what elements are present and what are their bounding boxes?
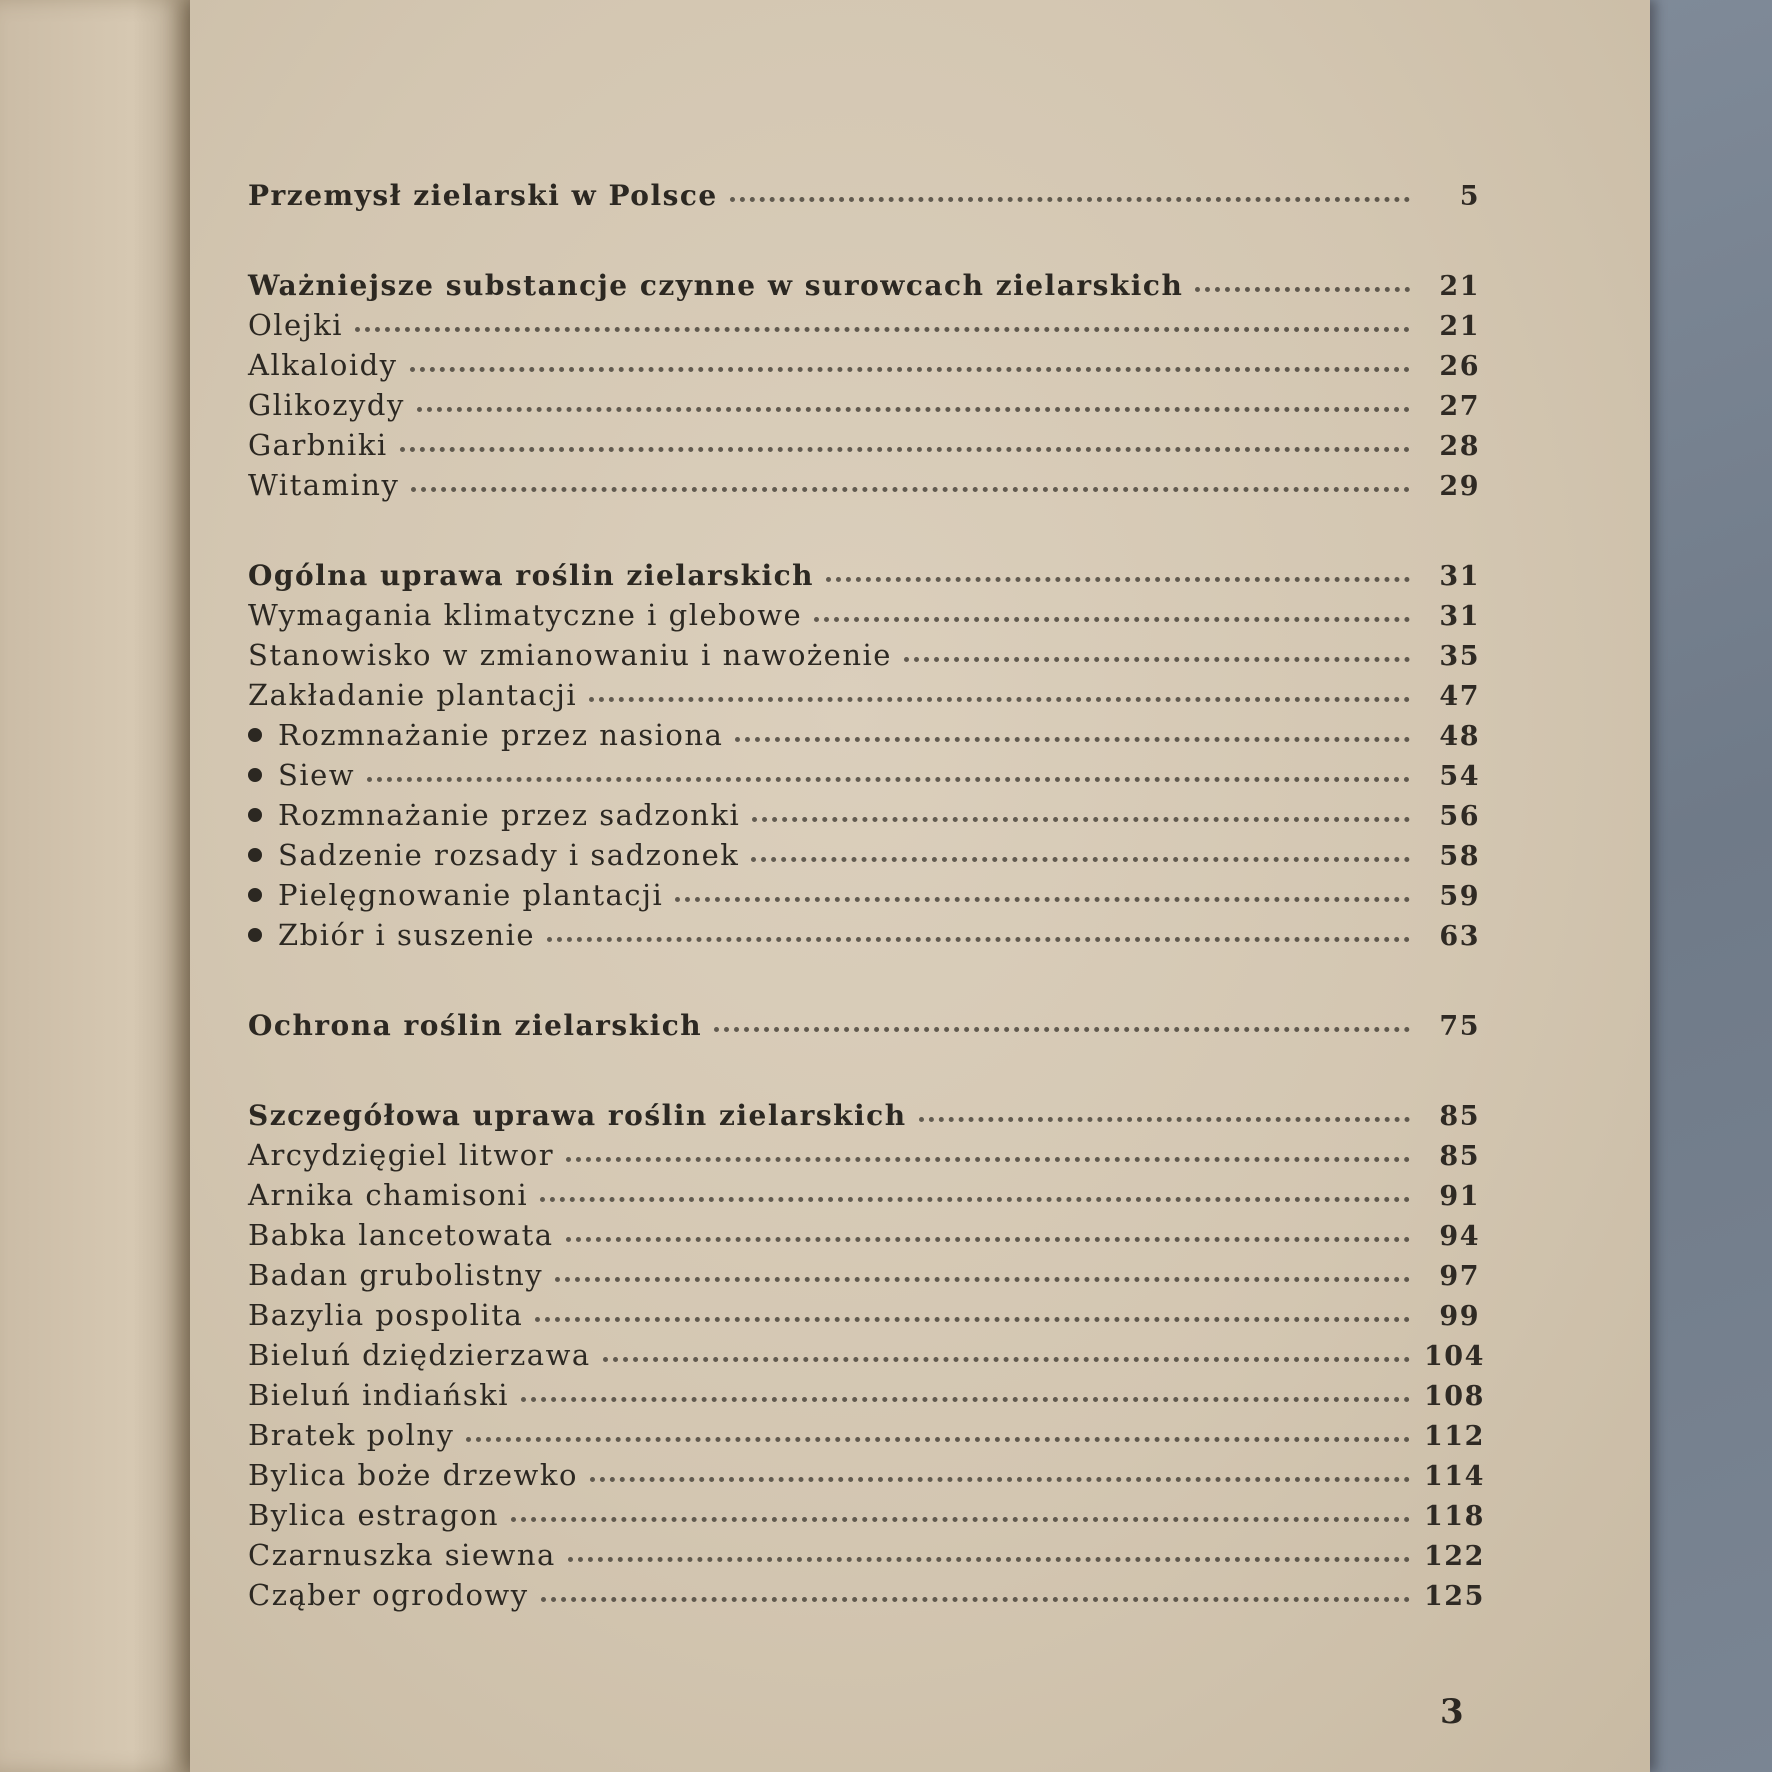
- toc-entry: [248, 462, 1480, 502]
- dot-leader: [555, 1276, 1410, 1282]
- toc-entry-label: [248, 559, 820, 592]
- dot-leader: [411, 486, 1410, 492]
- dot-leader: [603, 1356, 1410, 1362]
- toc-page-number: 85: [1439, 1141, 1480, 1172]
- toc-page-number: 35: [1439, 641, 1480, 672]
- toc-entry-label: [248, 428, 394, 462]
- dot-leader: [826, 576, 1410, 582]
- toc-section: [248, 160, 1480, 212]
- dot-leader: [919, 1116, 1410, 1122]
- toc-entry-label: [248, 638, 898, 672]
- toc-entry-label: [248, 598, 808, 632]
- toc-entry: [248, 912, 1480, 952]
- toc-entry-text: Bieluń indiański: [248, 1378, 510, 1412]
- toc-entry-label: [248, 468, 405, 502]
- dot-leader: [540, 1196, 1410, 1202]
- toc-entry-text: Ważniejsze substancje czynne w surowcach zielarskich: [248, 269, 1184, 302]
- bullet-icon: [248, 728, 262, 742]
- bullet-icon: [248, 888, 262, 902]
- toc-page-number: 91: [1439, 1181, 1480, 1212]
- toc-entry-label: [248, 838, 745, 872]
- toc-page-number: 125: [1424, 1581, 1485, 1612]
- toc-page-number: 29: [1439, 471, 1480, 502]
- toc-entry-text: Siew: [278, 758, 356, 792]
- toc-heading: [248, 990, 1480, 1042]
- toc-entry-text: Bylica estragon: [248, 1498, 500, 1532]
- dot-leader: [541, 1596, 1410, 1602]
- toc-entry-label: [248, 1338, 597, 1372]
- dot-leader: [566, 1156, 1410, 1162]
- dot-leader: [814, 616, 1410, 622]
- toc-page-number: 56: [1439, 801, 1480, 832]
- toc-entry-text: Bazylia pospolita: [248, 1298, 524, 1332]
- toc-page-number: 21: [1439, 311, 1480, 342]
- toc-entry-label: [248, 678, 583, 712]
- toc-page-number: 122: [1424, 1541, 1485, 1572]
- toc-entry-label: [248, 918, 541, 952]
- dot-leader: [589, 696, 1410, 702]
- toc-heading: [248, 540, 1480, 592]
- toc-entry-label: [248, 1538, 562, 1572]
- left-page-edge: [0, 0, 193, 1772]
- toc-entry-label: [248, 269, 1189, 302]
- dot-leader: [675, 896, 1410, 902]
- toc-entry-label: [248, 718, 729, 752]
- toc-heading: [248, 160, 1480, 212]
- toc-page-number: 26: [1439, 351, 1480, 382]
- toc-entry-label: [248, 758, 361, 792]
- bullet-icon: [248, 768, 262, 782]
- toc-entry-label: [248, 1258, 549, 1292]
- dot-leader: [417, 406, 1410, 412]
- toc-entry: [248, 1412, 1485, 1452]
- dot-leader: [566, 1236, 1410, 1242]
- dot-leader: [400, 446, 1410, 452]
- page-number: 3: [1440, 1692, 1464, 1732]
- toc-entry-label: [248, 1138, 560, 1172]
- toc-entry: [248, 422, 1480, 462]
- dot-leader: [1195, 286, 1410, 292]
- toc-page-number: 31: [1439, 561, 1480, 592]
- toc-page-number: 47: [1439, 681, 1480, 712]
- toc-page-number: 58: [1439, 841, 1480, 872]
- toc-entry-text: Witaminy: [248, 468, 400, 502]
- toc-page-number: 75: [1439, 1011, 1480, 1042]
- dot-leader: [367, 776, 1410, 782]
- toc-entry-label: [248, 1099, 913, 1132]
- dot-leader: [714, 1026, 1410, 1032]
- toc-entry-text: Garbniki: [248, 428, 388, 462]
- toc-entry: [248, 752, 1480, 792]
- dot-leader: [547, 936, 1410, 942]
- table-of-contents: [248, 160, 1485, 1650]
- dot-leader: [466, 1436, 1410, 1442]
- dot-leader: [511, 1516, 1410, 1522]
- toc-entry-text: Alkaloidy: [248, 348, 398, 382]
- toc-page-number: 108: [1424, 1381, 1485, 1412]
- toc-entry-label: [248, 1498, 505, 1532]
- toc-entry: [248, 382, 1480, 422]
- toc-entry-text: Cząber ogrodowy: [248, 1578, 529, 1612]
- toc-entry-text: Rozmnażanie przez nasiona: [278, 718, 724, 752]
- toc-entry: [248, 1252, 1480, 1292]
- bullet-icon: [248, 848, 262, 862]
- toc-page-number: 28: [1439, 431, 1480, 462]
- bullet-icon: [248, 808, 262, 822]
- toc-entry-text: Sadzenie rozsady i sadzonek: [278, 838, 740, 872]
- toc-page-number: 112: [1424, 1421, 1485, 1452]
- toc-entry: [248, 632, 1480, 672]
- toc-page-number: 99: [1439, 1301, 1480, 1332]
- toc-entry-text: Stanowisko w zmianowaniu i nawożenie: [248, 638, 892, 672]
- toc-entry-text: Pielęgnowanie plantacji: [278, 878, 664, 912]
- toc-entry-text: Olejki: [248, 308, 344, 342]
- toc-page-number: 94: [1439, 1221, 1480, 1252]
- toc-entry: [248, 712, 1480, 752]
- toc-entry: [248, 1372, 1485, 1412]
- toc-page-number: 21: [1439, 271, 1480, 302]
- toc-entry-label: [248, 878, 669, 912]
- toc-entry: [248, 1132, 1480, 1172]
- bullet-icon: [248, 928, 262, 942]
- toc-entry-text: Zakładanie plantacji: [248, 678, 578, 712]
- toc-entry: [248, 1172, 1480, 1212]
- dot-leader: [751, 856, 1410, 862]
- toc-page-number: 114: [1424, 1461, 1485, 1492]
- toc-entry-text: Glikozydy: [248, 388, 405, 422]
- toc-page-number: 104: [1424, 1341, 1485, 1372]
- toc-entry: [248, 1532, 1485, 1572]
- toc-entry-text: Wymagania klimatyczne i glebowe: [248, 598, 803, 632]
- toc-page-number: 54: [1439, 761, 1480, 792]
- toc-entry-text: Bylica boże drzewko: [248, 1458, 578, 1492]
- toc-section: [248, 990, 1480, 1042]
- toc-entry-text: Bratek polny: [248, 1418, 455, 1452]
- toc-entry-text: Szczegółowa uprawa roślin zielarskich: [248, 1099, 907, 1132]
- dot-leader: [535, 1316, 1410, 1322]
- dot-leader: [730, 196, 1410, 202]
- dot-leader: [568, 1556, 1410, 1562]
- toc-page-number: 97: [1439, 1261, 1480, 1292]
- toc-entry-text: Ochrona roślin zielarskich: [248, 1009, 703, 1042]
- toc-entry: [248, 592, 1480, 632]
- dot-leader: [521, 1396, 1410, 1402]
- toc-entry-label: [248, 1178, 534, 1212]
- toc-page-number: 85: [1439, 1101, 1480, 1132]
- dot-leader: [735, 736, 1410, 742]
- toc-entry-text: Babka lancetowata: [248, 1218, 554, 1252]
- toc-entry-label: [248, 1218, 560, 1252]
- toc-entry: [248, 1292, 1480, 1332]
- toc-entry-text: Ogólna uprawa roślin zielarskich: [248, 559, 815, 592]
- toc-entry-label: [248, 1009, 708, 1042]
- dot-leader: [752, 816, 1410, 822]
- toc-entry-text: Bieluń dziędzierzawa: [248, 1338, 591, 1372]
- toc-entry-label: [248, 1298, 529, 1332]
- toc-entry: [248, 672, 1480, 712]
- toc-entry: [248, 1212, 1480, 1252]
- toc-entry-text: Badan grubolistny: [248, 1258, 544, 1292]
- toc-entry: [248, 1572, 1485, 1612]
- toc-entry-label: [248, 1458, 584, 1492]
- toc-section: [248, 250, 1480, 502]
- toc-entry-text: Arcydzięgiel litwor: [248, 1138, 555, 1172]
- toc-entry-label: [248, 1418, 460, 1452]
- toc-entry-text: Zbiór i suszenie: [278, 918, 536, 952]
- toc-entry-text: Arnika chamisoni: [248, 1178, 529, 1212]
- toc-entry-label: [248, 348, 404, 382]
- toc-page-number: 63: [1439, 921, 1480, 952]
- toc-section: [248, 540, 1480, 952]
- toc-entry: [248, 832, 1480, 872]
- toc-entry: [248, 1492, 1485, 1532]
- toc-heading: [248, 1080, 1480, 1132]
- toc-entry: [248, 1332, 1485, 1372]
- toc-page-number: 59: [1439, 881, 1480, 912]
- toc-page-number: 5: [1459, 181, 1480, 212]
- dot-leader: [590, 1476, 1410, 1482]
- toc-entry-label: [248, 798, 746, 832]
- toc-entry-label: [248, 1378, 515, 1412]
- toc-entry-label: [248, 308, 349, 342]
- toc-page-number: 48: [1439, 721, 1480, 752]
- dot-leader: [355, 326, 1410, 332]
- dot-leader: [410, 366, 1410, 372]
- toc-entry-label: [248, 388, 411, 422]
- toc-entry: [248, 792, 1480, 832]
- dot-leader: [904, 656, 1410, 662]
- toc-section: [248, 1080, 1485, 1612]
- toc-page-number: 27: [1439, 391, 1480, 422]
- toc-page-number: 31: [1439, 601, 1480, 632]
- toc-entry-label: [248, 1578, 535, 1612]
- toc-page-number: 118: [1424, 1501, 1485, 1532]
- toc-entry: [248, 302, 1480, 342]
- toc-entry-label: [248, 179, 724, 212]
- toc-entry: [248, 872, 1480, 912]
- toc-entry-text: Rozmnażanie przez sadzonki: [278, 798, 741, 832]
- toc-heading: [248, 250, 1480, 302]
- toc-entry: [248, 1452, 1485, 1492]
- toc-entry-text: Czarnuszka siewna: [248, 1538, 556, 1572]
- toc-entry: [248, 342, 1480, 382]
- toc-entry-text: Przemysł zielarski w Polsce: [248, 179, 718, 212]
